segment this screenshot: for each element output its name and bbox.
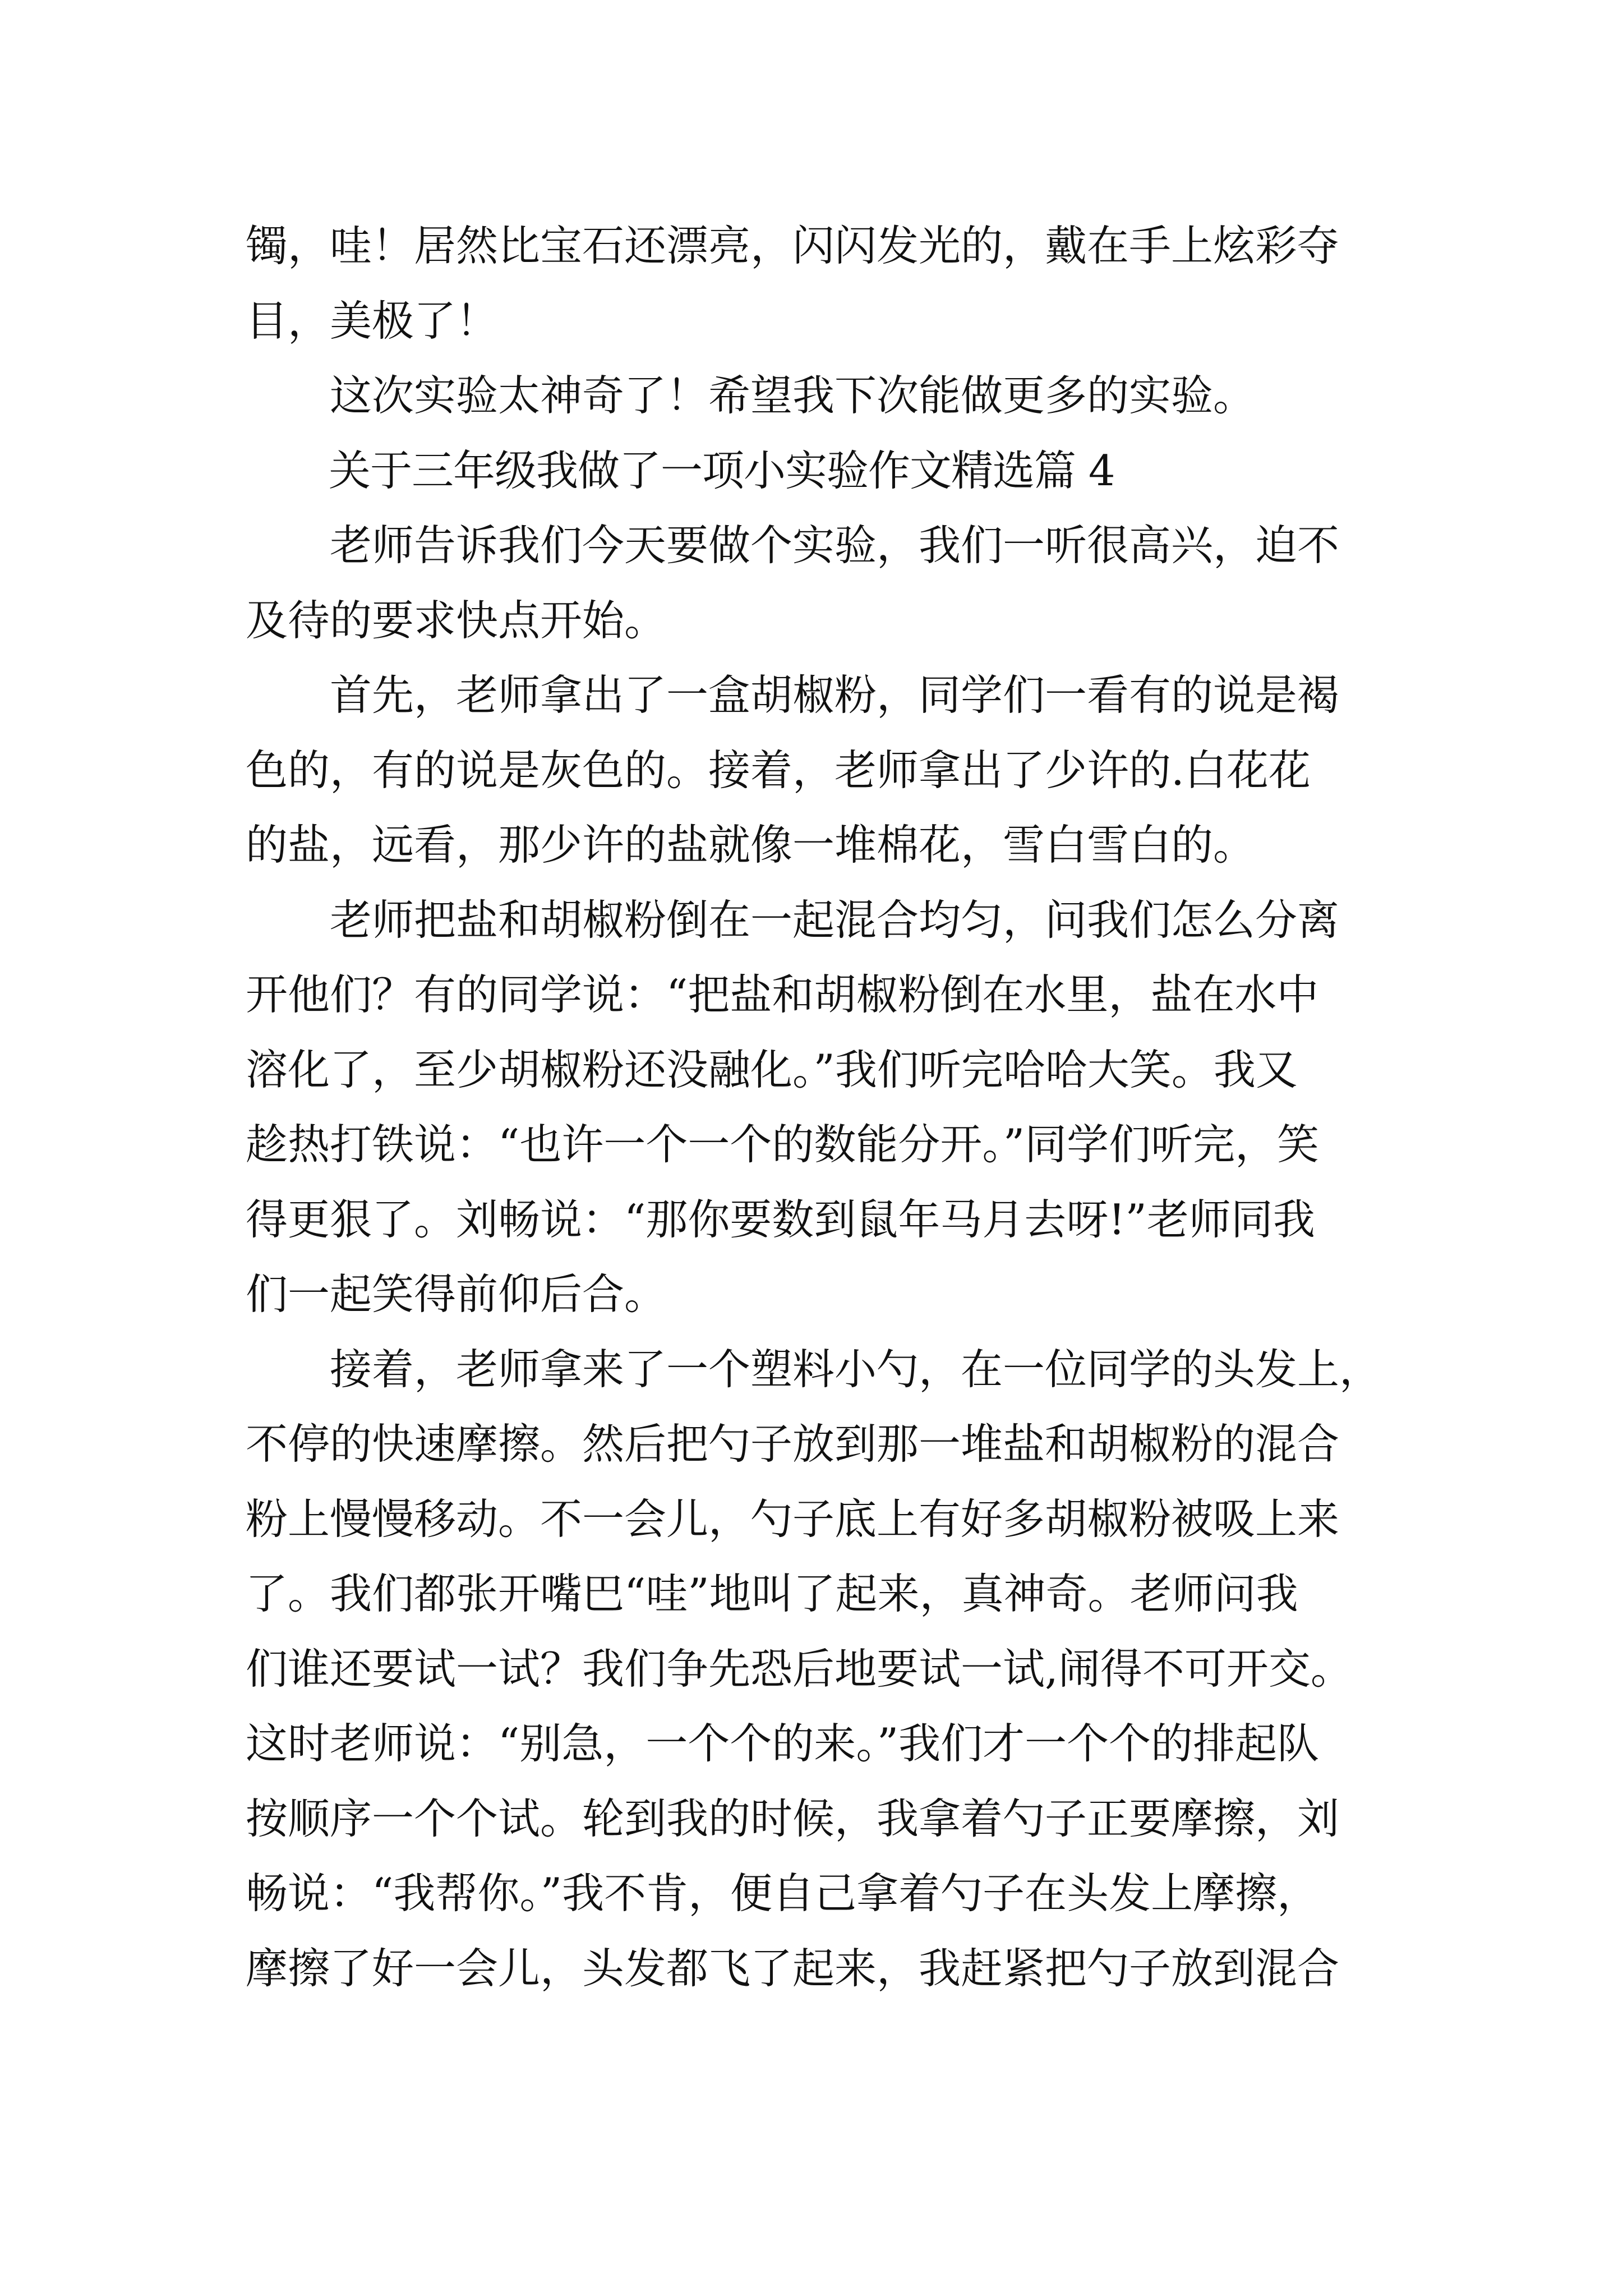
text-line: 这次实验太神奇了！希望我下次能做更多的实验。 bbox=[246, 371, 1256, 420]
text-line: 的盐，远看，那少许的盐就像一堆棉花，雪白雪白的。 bbox=[246, 820, 1256, 869]
text-line: 老师告诉我们今天要做个实验，我们一听很高兴，迫不 bbox=[246, 521, 1340, 570]
text-line: 目，美极了！ bbox=[246, 296, 499, 346]
text-line: 们一起笑得前仰后合。 bbox=[246, 1269, 667, 1319]
text-line: 畅说：“我帮你。”我不肯，便自己拿着勺子在头发上摩擦， bbox=[246, 1869, 1320, 1918]
text-line: 摩擦了好一会儿，头发都飞了起来，我赶紧把勺子放到混合 bbox=[246, 1943, 1340, 1993]
text-line: 老师把盐和胡椒粉倒在一起混合均匀，问我们怎么分离 bbox=[246, 895, 1340, 945]
text-line: 首先，老师拿出了一盒胡椒粉，同学们一看有的说是褐 bbox=[246, 670, 1340, 720]
text-line: 开他们？有的同学说：“把盐和胡椒粉倒在水里，盐在水中 bbox=[246, 970, 1319, 1019]
text-line: 们谁还要试一试？我们争先恐后地要试一试,闹得不可开交。 bbox=[246, 1644, 1353, 1694]
text-line: 溶化了，至少胡椒粉还没融化。”我们听完哈哈大笑。我又 bbox=[246, 1045, 1298, 1094]
text-line: 了。我们都张开嘴巴“哇”地叫了起来，真神奇。老师问我 bbox=[246, 1569, 1298, 1618]
text-line: 接着，老师拿来了一个塑料小勺，在一位同学的头发上， bbox=[246, 1344, 1382, 1394]
text-line: 趁热打铁说：“也许一个一个的数能分开。”同学们听完，笑 bbox=[246, 1120, 1320, 1169]
essay-text-column bbox=[246, 209, 1382, 2006]
text-line: 按顺序一个个试。轮到我的时候，我拿着勺子正要摩擦，刘 bbox=[246, 1793, 1340, 1843]
text-line: 这时老师说：“别急，一个个的来。”我们才一个个的排起队 bbox=[246, 1719, 1320, 1768]
text-line: 不停的快速摩擦。然后把勺子放到那一堆盐和胡椒粉的混合 bbox=[246, 1419, 1340, 1469]
text-line: 及待的要求快点开始。 bbox=[246, 595, 667, 645]
text-line: 得更狠了。刘畅说：“那你要数到鼠年马月去呀!”老师同我 bbox=[246, 1194, 1315, 1244]
section-heading: 关于三年级我做了一项小实验作文精选篇 4 bbox=[246, 445, 1115, 495]
text-line: 色的，有的说是灰色的。接着，老师拿出了少许的.白花花 bbox=[246, 745, 1311, 795]
text-line: 镯，哇！居然比宝石还漂亮，闪闪发光的，戴在手上炫彩夺 bbox=[246, 221, 1340, 270]
text-line: 粉上慢慢移动。不一会儿，勺子底上有好多胡椒粉被吸上来 bbox=[246, 1494, 1340, 1544]
